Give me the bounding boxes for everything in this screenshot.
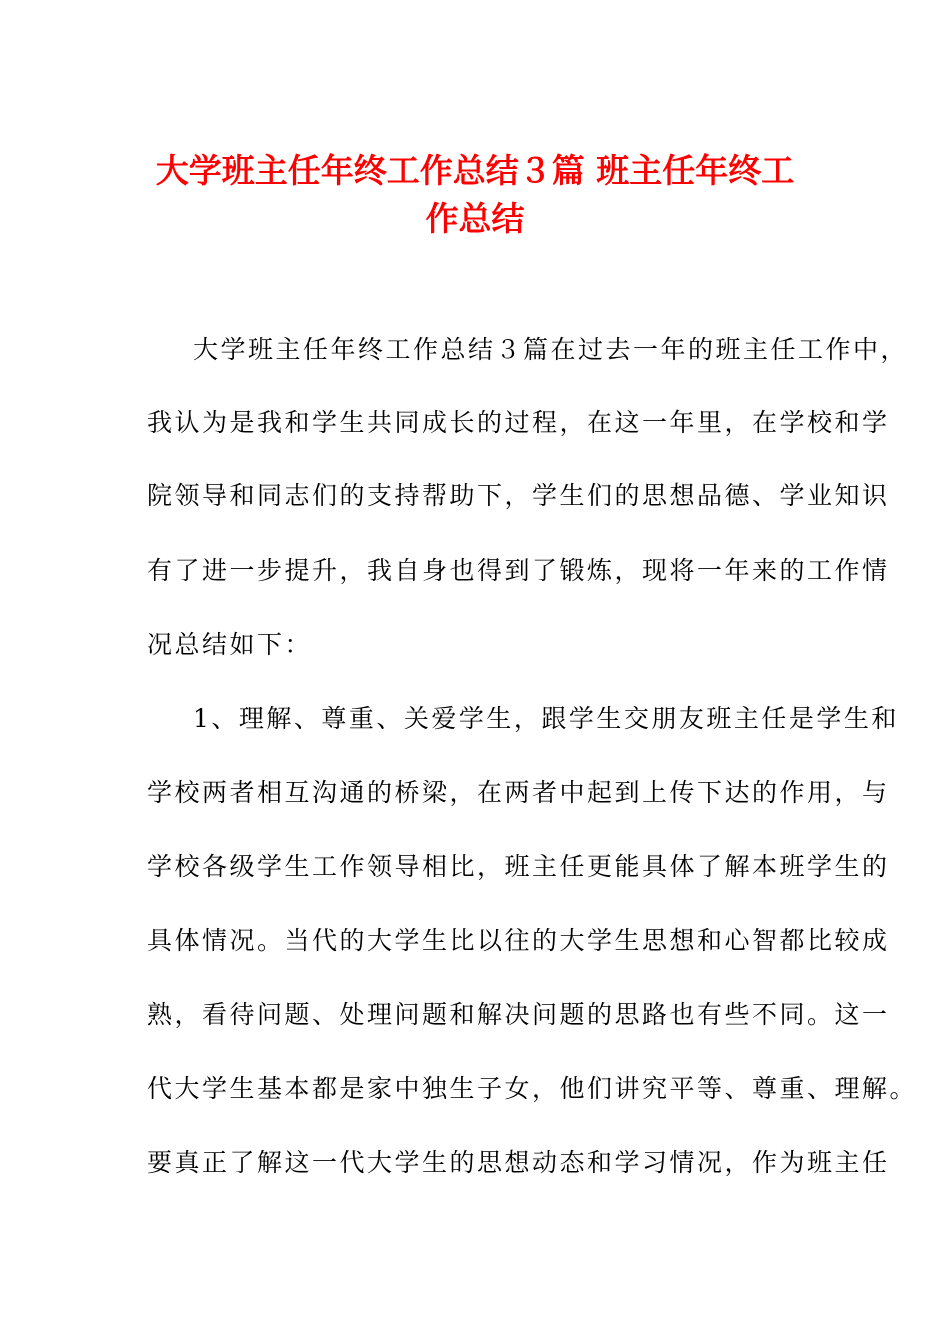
paragraph-2-line-3: 学校各级学生工作领导相比，班主任更能具体了解本班学生的 (147, 852, 890, 881)
document-title-line-1: 大学班主任年终工作总结３篇 班主任年终工 (155, 151, 795, 190)
paragraph-1-line-4: 有了进一步提升，我自身也得到了锻炼，现将一年来的工作情 (147, 556, 890, 585)
paragraph-2-line-6: 代大学生基本都是家中独生子女，他们讲究平等、尊重、理解。 (147, 1074, 918, 1103)
paragraph-1-line-2: 我认为是我和学生共同成长的过程，在这一年里，在学校和学 (147, 408, 890, 437)
paragraph-1-line-5: 况总结如下： (147, 630, 313, 659)
paragraph-1-line-3: 院领导和同志们的支持帮助下，学生们的思想品德、学业知识 (147, 481, 890, 510)
paragraph-2-line-2: 学校两者相互沟通的桥梁，在两者中起到上传下达的作用，与 (147, 778, 890, 807)
document-title-line-2: 作总结 (425, 199, 525, 238)
paragraph-2-line-7: 要真正了解这一代大学生的思想动态和学习情况，作为班主任 (147, 1148, 890, 1177)
paragraph-2-line-5: 熟，看待问题、处理问题和解决问题的思路也有些不同。这一 (147, 1000, 890, 1029)
paragraph-2-line-1: 1、理解、尊重、关爱学生，跟学生交朋友班主任是学生和 (193, 704, 899, 733)
paragraph-1-line-1: 大学班主任年终工作总结３篇在过去一年的班主任工作中， (193, 335, 909, 364)
paragraph-2-line-4: 具体情况。当代的大学生比以往的大学生思想和心智都比较成 (147, 926, 890, 955)
